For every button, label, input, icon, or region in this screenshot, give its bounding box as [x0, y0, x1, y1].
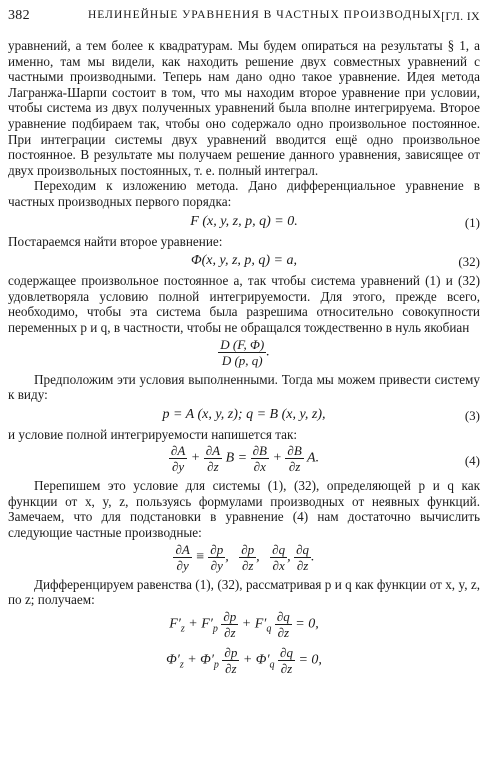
equation-32 [8, 249, 480, 273]
paragraph-1: уравнений, а тем более к квадратурам. Мы будем опираться на результаты § 1, а именно, там мы видели, как находить решение двух совместных уравнений с частными производными. Теперь нам дано одно такое уравнение. Идея метода Лагранжа-Шарпи состоит в том, что мы находим второе уравнение при условии, чтобы система из двух полученных уравнений была вполне интегрируема. Второе уравнение подбираем так, чтобы оно содержало одно произвольное постоянное. При интеграции системы двух уравнений вводится ещё одно произвольное постоянное. В результате мы получаем решение данного уравнения, зависящее от двух произвольных постоянных, т. е. полный интеграл. [8, 38, 480, 178]
page-body [8, 38, 480, 680]
jacobian-period: . [266, 344, 270, 360]
equation-Phiz: $\Phi'_z + \Phi'_p$ $\frac{\partial p}{\partial z}$ + $\Phi'_q$ $\frac{\partial q}{\partial z}$ = 0, [166, 644, 322, 676]
jacobian-denominator: D (p, q) [221, 352, 263, 368]
equation-1-body: F (x, y, z, p, q) = 0. [190, 213, 298, 229]
paragraph-3: Постараемся найти второе уравнение: [8, 233, 223, 249]
jacobian-fraction [218, 337, 266, 368]
paragraph-7: Перепишем это условие для системы (1), (32), определяющей p и q как функции от x, y, z, пользуясь формулами производных от неявных функций. Замечаем, что для подстановки в уравнение (4) нам достаточно вычислить следующие частные производные: [8, 478, 480, 541]
page-number: 382 [8, 8, 30, 23]
paragraph-2: Переходим к изложению метода. Дано дифференциальное уравнение в частных производных первого порядка: [8, 178, 480, 209]
equation-3-number: (3) [464, 407, 480, 423]
equation-1 [8, 210, 480, 234]
paragraph-8: Дифференцируем равенства (1), (32), рассматривая p и q как функции от x, y, z, по z; получаем: [8, 576, 480, 608]
equation-3 [8, 403, 480, 427]
equation-32-body: Φ(x, y, z, p, q) = a, [190, 253, 298, 269]
equation-1-number: (1) [464, 214, 480, 230]
needed-derivatives: $\frac{\partial A}{\partial y}$ ≡ $\frac{\partial p}{\partial y}$ , $\frac{\partial p}{\partial z}$ , $\frac{\partial q}{\partial x}$ , $\frac{\partial q}{\partial z}$ . [175, 541, 315, 573]
equation-3-body: p = A (x, y, z); q = B (x, y, z), [162, 406, 326, 422]
equation-Fz: $F'_z + F'_p$ $\frac{\partial p}{\partial z}$ + $F'_q$ $\frac{\partial q}{\partial z}$ = 0, [169, 608, 319, 640]
paragraph-6: и условие полной интегрируемости напишется так: [8, 426, 298, 442]
equation-32-number: (32) [458, 254, 480, 270]
paragraph-5: Предположим эти условия выполненными. Тогда мы можем привести систему к виду: [8, 371, 480, 403]
chapter-label: [ГЛ. IX [441, 9, 480, 23]
paragraph-4: содержащее произвольное постоянное a, так чтобы система уравнений (1) и (32) удовлетворяла условию полной интегрируемости. Для этого, прежде всего, необходимо, чтобы эта система была разрешима относительно совокупности переменных p и q, в частности, чтобы не обращался тождественно в нуль якобиан [8, 273, 480, 335]
equation-4-number: (4) [464, 453, 480, 469]
equation-4-body: $\frac{\partial A}{\partial y}$ + $\frac{\partial A}{\partial z}$ B = $\frac{\partial B}{\partial x}$ + $\frac{\partial B}{\partial z}$ A. [170, 443, 320, 475]
jacobian-equation [8, 336, 480, 372]
running-title: НЕЛИНЕЙНЫЕ УРАВНЕНИЯ В ЧАСТНЫХ ПРОИЗВОДНЫХ [88, 9, 442, 21]
jacobian-numerator: D (F, Φ) [220, 336, 265, 352]
equation-4 [8, 442, 480, 478]
page-header [8, 8, 480, 26]
